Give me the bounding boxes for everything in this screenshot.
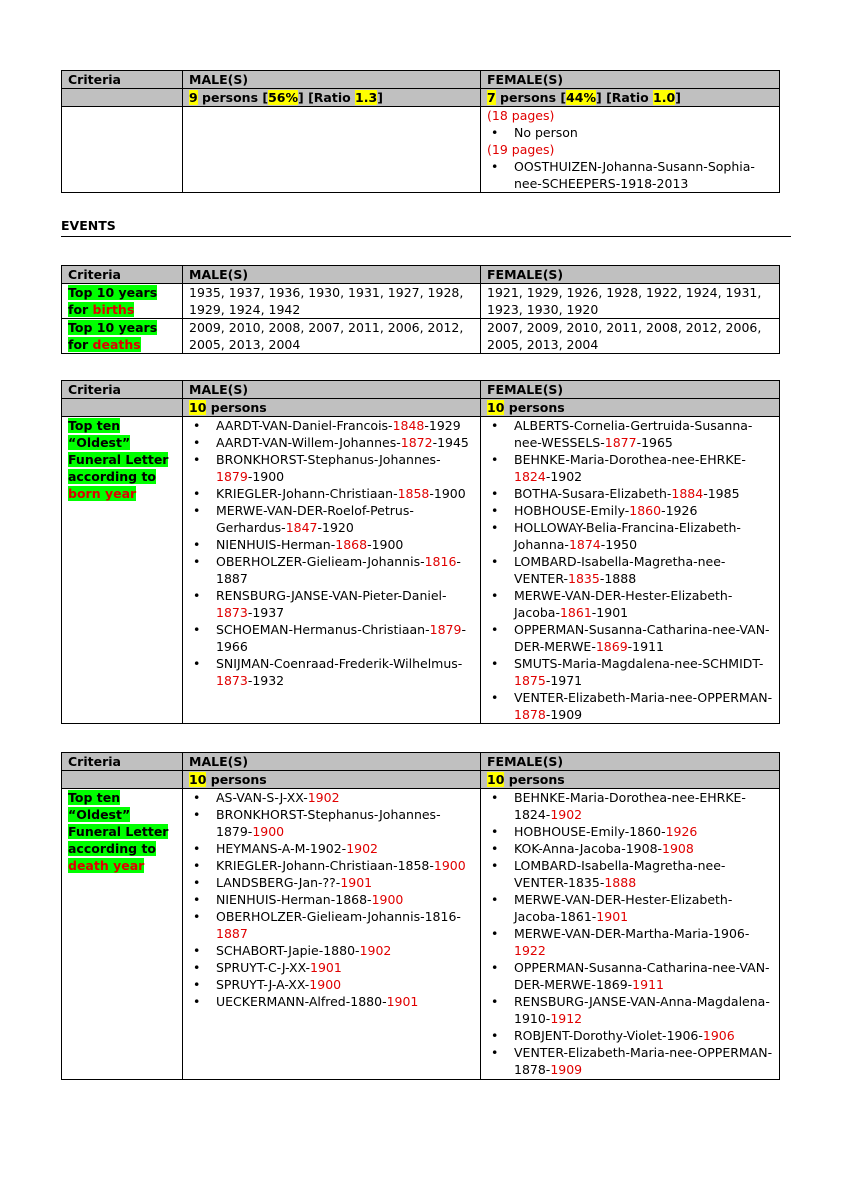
empty-cell (62, 771, 183, 789)
person-name: RENSBURG-JANSE-VAN-Pieter-Daniel- (216, 588, 447, 603)
year-highlight: 1884 (671, 486, 704, 501)
year-highlight: 1900 (252, 824, 285, 839)
list-item (189, 655, 474, 689)
year-highlight: 1860 (629, 503, 662, 518)
top-years-table (61, 265, 780, 354)
list-item (189, 587, 474, 621)
females-header: FEMALE(S) (481, 381, 780, 399)
year-highlight: 1922 (514, 943, 546, 958)
person-name: LANDSBERG-Jan-??- (216, 875, 341, 890)
person-name: NIENHUIS-Herman- (216, 537, 336, 552)
person-name: HOLLOWAY-Belia-Francina-Elizabeth-Johanna- (514, 520, 741, 552)
female-pages-cell (481, 107, 780, 193)
list-item (189, 976, 474, 993)
person-name: BRONKHORST-Stephanus-Johannes-1879- (216, 807, 441, 839)
list-item (189, 789, 474, 806)
year-highlight: 1908 (662, 841, 694, 856)
person-name: SMUTS-Maria-Magdalena-nee-SCHMIDT- (514, 656, 764, 671)
person-name: UECKERMANN-Alfred-1880- (216, 994, 387, 1009)
criteria-cell: Top 10 years for births (62, 284, 183, 319)
year-highlight: 1824 (514, 469, 546, 484)
year-highlight: 1900 (309, 977, 342, 992)
person-name: VENTER-Elizabeth-Maria-nee-OPPERMAN-1878- (514, 1045, 773, 1077)
person-name: MERWE-VAN-DER-Hester-Elizabeth-Jacoba-1861- (514, 892, 733, 924)
year-highlight: 1879 (429, 622, 462, 637)
person-name: MERWE-VAN-DER-Martha-Maria-1906- (514, 926, 750, 941)
year-highlight: 1848 (392, 418, 425, 433)
year-suffix: -1937 (247, 605, 285, 620)
male-list-cell (183, 417, 481, 724)
list-item (189, 536, 474, 553)
person-name: AARDT-VAN-Willem-Johannes- (216, 435, 401, 450)
list-item (487, 925, 773, 959)
list-item (189, 485, 474, 502)
criteria-cell: Top ten “Oldest” Funeral Letter according to born year (62, 417, 183, 724)
person-name: MERWE-VAN-DER-Roelof-Petrus-Gerhardus- (216, 503, 414, 535)
pages-label: (19 pages) (487, 142, 555, 157)
person-name: AARDT-VAN-Daniel-Francois- (216, 418, 393, 433)
year-highlight: 1835 (568, 571, 600, 586)
year-suffix: -1985 (703, 486, 740, 501)
female-list (487, 789, 773, 1078)
year-highlight: 1872 (400, 435, 433, 450)
section-divider (61, 236, 791, 237)
male-years: 1935, 1937, 1936, 1930, 1931, 1927, 1928, 1929, 1924, 1942 (183, 284, 481, 319)
year-highlight: 1878 (514, 707, 546, 722)
year-highlight: 1902 (550, 807, 583, 822)
criteria-header: Criteria (62, 71, 183, 89)
list-item (487, 823, 773, 840)
year-suffix: -1929 (424, 418, 461, 433)
person-name: SNIJMAN-Coenraad-Frederik-Wilhelmus- (216, 656, 463, 671)
female-list (487, 417, 773, 723)
person-name: SPRUYT-J-A-XX- (216, 977, 310, 992)
year-highlight: 1906 (702, 1028, 735, 1043)
person-name: OPPERMAN-Susanna-Catharina-nee-VAN-DER-MERWE-1869- (514, 960, 770, 992)
year-highlight: 1900 (371, 892, 404, 907)
list-item (189, 942, 474, 959)
male-list (189, 417, 474, 689)
year-highlight: 1869 (595, 639, 628, 654)
list-item (487, 621, 773, 655)
person-name: BEHNKE-Maria-Dorothea-nee-EHRKE- (514, 452, 746, 467)
year-highlight: 1901 (310, 960, 342, 975)
year-highlight: 1901 (386, 994, 419, 1009)
list-item (189, 908, 474, 942)
year-highlight: 1909 (550, 1062, 583, 1077)
year-highlight: 1879 (216, 469, 248, 484)
list-item (189, 451, 474, 485)
table-row (62, 284, 780, 319)
list-item (487, 689, 773, 723)
year-highlight: 1861 (559, 605, 592, 620)
female-years: 2007, 2009, 2010, 2011, 2008, 2012, 2006, 2005, 2013, 2004 (481, 319, 780, 354)
year-highlight: 1868 (335, 537, 368, 552)
person-name: LOMBARD-Isabella-Magretha-nee-VENTER-1835- (514, 858, 726, 890)
females-header: FEMALE(S) (481, 266, 780, 284)
male-list-cell (183, 789, 481, 1080)
year-suffix: -1932 (247, 673, 285, 688)
person-name: KRIEGLER-Johann-Christiaan- (216, 486, 398, 501)
list-item (189, 874, 474, 891)
list-item (487, 451, 773, 485)
person-name: VENTER-Elizabeth-Maria-nee-OPPERMAN- (514, 690, 773, 705)
person-name: HOBHOUSE-Emily-1860- (514, 824, 666, 839)
year-suffix: -1911 (627, 639, 664, 654)
person-name: OPPERMAN-Susanna-Catharina-nee-VAN-DER-MERWE- (514, 622, 770, 654)
year-highlight: 1874 (568, 537, 601, 552)
list-item (189, 621, 474, 655)
person-name: NIENHUIS-Herman-1868- (216, 892, 372, 907)
year-suffix: -1920 (317, 520, 354, 535)
criteria-header: Criteria (62, 381, 183, 399)
year-suffix: -1971 (545, 673, 583, 688)
year-suffix: -1945 (432, 435, 469, 450)
list-item (189, 959, 474, 976)
person-name: SCHOEMAN-Hermanus-Christiaan- (216, 622, 430, 637)
year-highlight: 1858 (397, 486, 430, 501)
list-item (487, 519, 773, 553)
list-item (189, 993, 474, 1010)
person-name: KOK-Anna-Jacoba-1908- (514, 841, 663, 856)
events-heading: EVENTS (61, 218, 116, 233)
list-item (487, 417, 773, 451)
male-summary: 9 persons [56%] [Ratio 1.3] (183, 89, 481, 107)
list-item (487, 789, 773, 823)
person-name: AS-VAN-S-J-XX- (216, 790, 308, 805)
list-item (189, 857, 474, 874)
summary-table (61, 70, 780, 193)
year-suffix: -1950 (600, 537, 638, 552)
male-list (189, 789, 474, 1010)
person-name: ROBJENT-Dorothy-Violet-1906- (514, 1028, 703, 1043)
year-highlight: 1926 (665, 824, 698, 839)
list-item (487, 959, 773, 993)
list-item (487, 485, 773, 502)
female-list-cell (481, 789, 780, 1080)
person-name: OBERHOLZER-Gielieam-Johannis- (216, 554, 425, 569)
year-suffix: -1901 (591, 605, 629, 620)
year-highlight: 1902 (359, 943, 392, 958)
list-item (189, 502, 474, 536)
person-name: OBERHOLZER-Gielieam-Johannis-1816- (216, 909, 461, 924)
year-highlight: 1816 (424, 554, 457, 569)
empty-cell (62, 107, 183, 193)
male-years: 2009, 2010, 2008, 2007, 2011, 2006, 2012, 2005, 2013, 2004 (183, 319, 481, 354)
year-highlight: 1912 (550, 1011, 583, 1026)
list-item (487, 655, 773, 689)
empty-cell (62, 399, 183, 417)
year-highlight: 1901 (340, 875, 373, 890)
list-item (189, 806, 474, 840)
list-item (487, 1044, 773, 1078)
year-highlight: 1877 (604, 435, 637, 450)
male-count: 10 persons (183, 399, 481, 417)
list-item (487, 502, 773, 519)
person-name: KRIEGLER-Johann-Christiaan-1858- (216, 858, 434, 873)
empty-cell (183, 107, 481, 193)
criteria-cell: Top ten “Oldest” Funeral Letter according to death year (62, 789, 183, 1080)
year-highlight: 1887 (216, 926, 248, 941)
year-suffix: -1900 (367, 537, 404, 552)
list-item (487, 891, 773, 925)
person-name: RENSBURG-JANSE-VAN-Anna-Magdalena-1910- (514, 994, 770, 1026)
person-name: BOTHA-Susara-Elizabeth- (514, 486, 672, 501)
year-highlight: 1901 (596, 909, 629, 924)
oldest-born-year-table (61, 380, 780, 724)
year-suffix: -1965 (636, 435, 673, 450)
year-highlight: 1902 (346, 841, 379, 856)
year-highlight: 1873 (216, 673, 248, 688)
year-suffix: -1900 (429, 486, 466, 501)
female-years: 1921, 1929, 1926, 1928, 1922, 1924, 1931, 1923, 1930, 1920 (481, 284, 780, 319)
person-name: MERWE-VAN-DER-Hester-Elizabeth-Jacoba- (514, 588, 733, 620)
female-count: 10 persons (481, 399, 780, 417)
list-item (189, 840, 474, 857)
table-row (62, 319, 780, 354)
list-item (189, 553, 474, 587)
person-name: SCHABORT-Japie-1880- (216, 943, 360, 958)
list-item (487, 993, 773, 1027)
female-list-cell (481, 417, 780, 724)
year-highlight: 1873 (216, 605, 248, 620)
list-item (189, 891, 474, 908)
year-highlight: 1847 (285, 520, 318, 535)
year-suffix: -1887 (216, 554, 461, 586)
list-item (487, 587, 773, 621)
criteria-header: Criteria (62, 753, 183, 771)
list-item (487, 857, 773, 891)
year-suffix: -1902 (545, 469, 583, 484)
criteria-cell: Top 10 years for deaths (62, 319, 183, 354)
year-suffix: -1966 (216, 622, 466, 654)
year-suffix: -1926 (661, 503, 698, 518)
empty-cell (62, 89, 183, 107)
person-name: ALBERTS-Cornelia-Gertruida-Susanna-nee-WESSELS- (514, 418, 753, 450)
males-header: MALE(S) (183, 753, 481, 771)
year-highlight: 1875 (514, 673, 546, 688)
person-name: BRONKHORST-Stephanus-Johannes- (216, 452, 441, 467)
female-summary: 7 persons [44%] [Ratio 1.0] (481, 89, 780, 107)
list-item (189, 434, 474, 451)
person-name: SPRUYT-C-J-XX- (216, 960, 311, 975)
year-suffix: -1888 (599, 571, 637, 586)
oldest-death-year-table (61, 752, 780, 1080)
criteria-header: Criteria (62, 266, 183, 284)
person-name: BEHNKE-Maria-Dorothea-nee-EHRKE-1824- (514, 790, 746, 822)
pages-label: (18 pages) (487, 108, 555, 123)
list-item (189, 417, 474, 434)
year-highlight: 1900 (433, 858, 466, 873)
year-suffix: -1900 (247, 469, 285, 484)
person-name: HOBHOUSE-Emily- (514, 503, 630, 518)
year-highlight: 1911 (632, 977, 664, 992)
female-count: 10 persons (481, 771, 780, 789)
list-item (487, 840, 773, 857)
list-item: • No person (487, 124, 773, 141)
person-name: HEYMANS-A-M-1902- (216, 841, 347, 856)
males-header: MALE(S) (183, 71, 481, 89)
list-item (487, 553, 773, 587)
male-count: 10 persons (183, 771, 481, 789)
person-name: LOMBARD-Isabella-Magretha-nee-VENTER- (514, 554, 726, 586)
list-item: • OOSTHUIZEN-Johanna-Susann-Sophia-nee-SCHEEPERS-1918-2013 (487, 158, 773, 192)
females-header: FEMALE(S) (481, 753, 780, 771)
males-header: MALE(S) (183, 381, 481, 399)
females-header: FEMALE(S) (481, 71, 780, 89)
year-highlight: 1902 (307, 790, 340, 805)
year-highlight: 1888 (604, 875, 637, 890)
list-item (487, 1027, 773, 1044)
males-header: MALE(S) (183, 266, 481, 284)
year-suffix: -1909 (545, 707, 583, 722)
